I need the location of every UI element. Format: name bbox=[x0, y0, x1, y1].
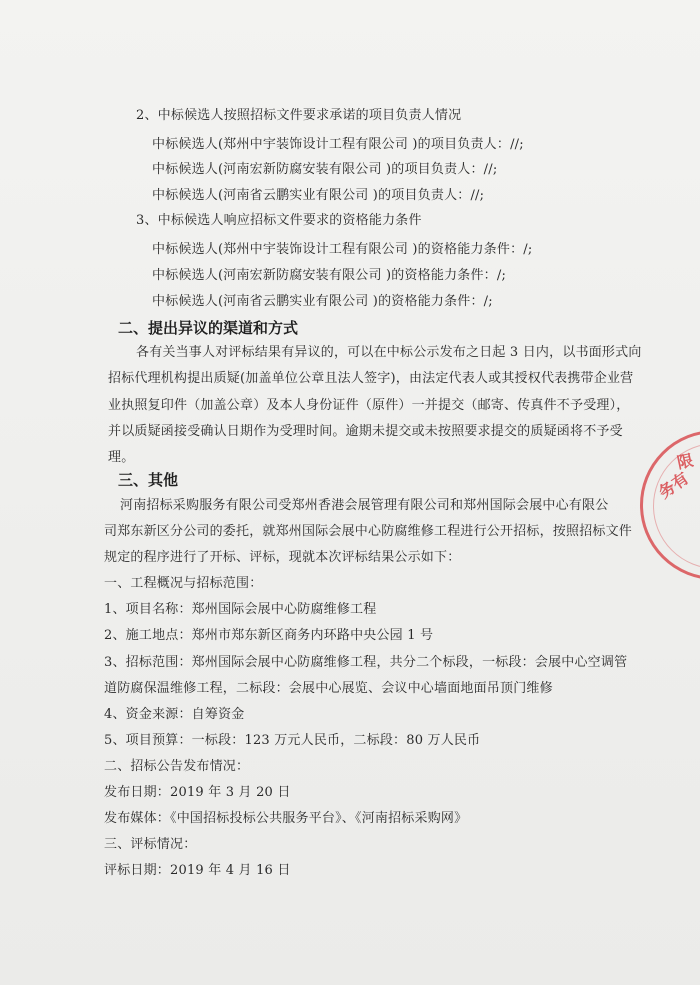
funding-source: 4、资金来源：自筹资金 bbox=[104, 707, 245, 722]
candidate-line-3: 中标候选人(河南省云鹏实业有限公司 )的项目负责人：//; bbox=[152, 188, 485, 203]
candidate-line-1: 中标候选人(郑州中宇装饰设计工程有限公司 )的项目负责人：//; bbox=[152, 137, 524, 152]
release-date: 发布日期：2019 年 3 月 20 日 bbox=[104, 785, 291, 800]
objection-line-3: 业执照复印件（加盖公章）及本人身份证件（原件）一并提交（邮寄、传真件不予受理）， bbox=[108, 398, 630, 413]
intro-line-1: 河南招标采购服务有限公司受郑州香港会展管理有限公司和郑州国际会展中心有限公 bbox=[120, 498, 609, 513]
objection-line-2: 招标代理机构提出质疑(加盖单位公章且法人签字)，由法定代表人或其授权代表携带企业营 bbox=[108, 371, 634, 386]
announcement-heading: 二、招标公告发布情况： bbox=[104, 759, 250, 774]
objection-heading: 二、提出异议的渠道和方式 bbox=[118, 319, 299, 337]
seal-text-part: 限 bbox=[675, 450, 696, 473]
project-budget: 5、项目预算：一标段：123 万元人民币，二标段：80 万人民币 bbox=[104, 733, 481, 748]
intro-line-2: 司郑东新区分公司的委托，就郑州国际会展中心防腐维修工程进行公开招标，按照招标文件 bbox=[104, 524, 633, 539]
qualification-line-3: 中标候选人(河南省云鹏实业有限公司 )的资格能力条件：/; bbox=[152, 294, 493, 309]
construction-location: 2、施工地点：郑州市郑东新区商务内环路中央公园 1 号 bbox=[104, 628, 434, 643]
company-seal bbox=[640, 430, 700, 580]
evaluation-heading: 三、评标情况： bbox=[104, 837, 197, 852]
seal-text-part: 务有 bbox=[655, 468, 693, 503]
release-media: 发布媒体：《中国招标投标公共服务平台》、《河南招标采购网》 bbox=[104, 811, 468, 826]
scope-line-2: 道防腐保温维修工程，二标段：会展中心展览、会议中心墙面地面吊顶门维修 bbox=[104, 681, 553, 696]
qualification-line-2: 中标候选人(河南宏新防腐安装有限公司 )的资格能力条件：/; bbox=[152, 268, 507, 283]
scope-line-1: 3、招标范围：郑州国际会展中心防腐维修工程，共分二个标段，一标段：会展中心空调管 bbox=[104, 655, 628, 670]
candidate-line-2: 中标候选人(河南宏新防腐安装有限公司 )的项目负责人：//; bbox=[152, 162, 498, 177]
objection-line-5: 理。 bbox=[108, 450, 135, 465]
evaluation-date: 评标日期：2019 年 4 月 16 日 bbox=[104, 863, 291, 878]
qualification-line-1: 中标候选人(郑州中宇装饰设计工程有限公司 )的资格能力条件：/; bbox=[152, 242, 533, 257]
item-2-heading: 2、中标候选人按照招标文件要求承诺的项目负责人情况 bbox=[136, 108, 462, 123]
objection-line-4: 并以质疑函接受确认日期作为受理时间。逾期未提交或未按照要求提交的质疑函将不予受 bbox=[108, 424, 623, 439]
item-3-heading: 3、中标候选人响应招标文件要求的资格能力条件 bbox=[136, 213, 422, 228]
intro-line-3: 规定的程序进行了开标、评标，现就本次评标结果公示如下： bbox=[104, 550, 461, 565]
overview-heading: 一、工程概况与招标范围： bbox=[104, 576, 263, 591]
other-heading: 三、其他 bbox=[118, 471, 179, 489]
project-name: 1、项目名称：郑州国际会展中心防腐维修工程 bbox=[104, 602, 377, 617]
objection-line-1: 各有关当事人对评标结果有异议的，可以在中标公示发布之日起 3 日内，以书面形式向 bbox=[136, 345, 642, 360]
